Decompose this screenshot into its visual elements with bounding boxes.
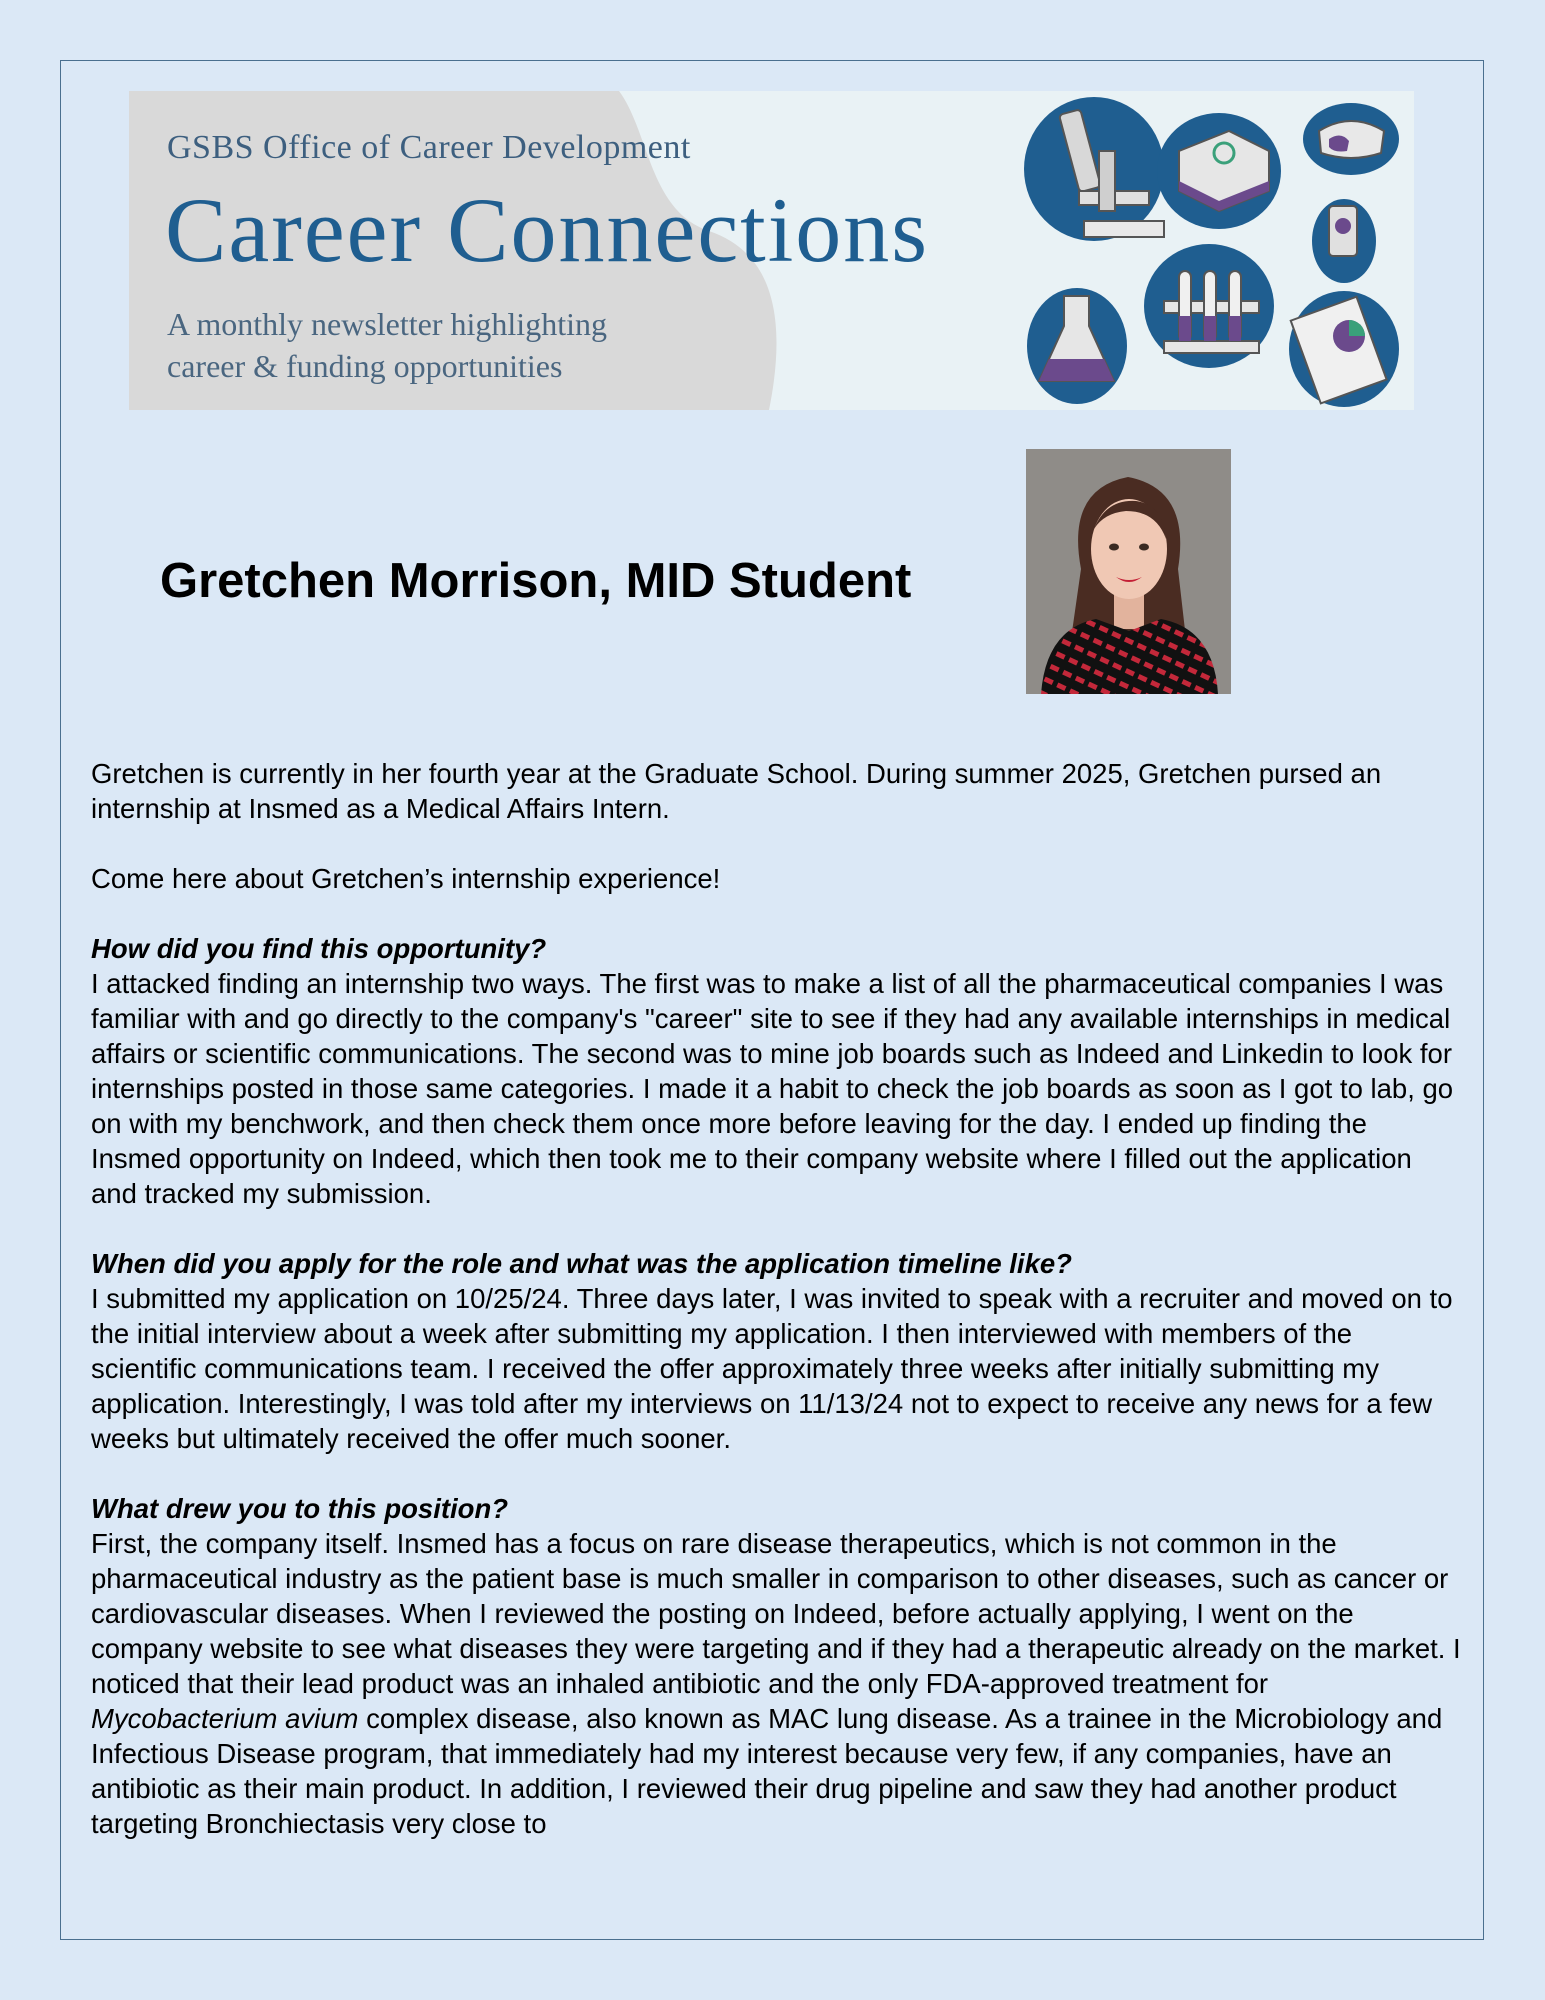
question-1: How did you find this opportunity? <box>91 933 547 964</box>
intro-paragraph: Gretchen is currently in her fourth year at the Graduate School. During summer 2025, Gretchen pursed an internship at Insmed as a Medical Affairs Intern. <box>91 758 1382 824</box>
banner-org: GSBS Office of Career Development <box>167 129 691 166</box>
answer-3 <box>91 1526 1461 1841</box>
banner-tagline-line1: A monthly newsletter highlighting <box>167 306 607 342</box>
answer-2: I submitted my application on 10/25/24. Three days later, I was invited to speak with a recruiter and moved on to the initial interview about a week after submitting my application. I then interviewed with members of the scientific communications team. I received the offer approximately three weeks after initially submitting my application. Interestingly, I was told after my interviews on 11/13/24 not to expect to receive any news for a few weeks but ultimately received the offer much sooner. <box>91 1283 1453 1454</box>
question-2: When did you apply for the role and what was the application timeline like? <box>91 1248 1072 1279</box>
goggles-icon <box>1303 103 1399 175</box>
article-body <box>91 756 1461 1841</box>
flask-icon <box>1027 288 1127 404</box>
banner-tagline-line2: career & funding opportunities <box>167 348 563 384</box>
answer-3-organism-name: Mycobacterium avium <box>91 1703 359 1734</box>
test-tube-rack-icon <box>1144 244 1274 368</box>
answer-3-part-2: complex disease, also known as MAC lung disease. As a trainee in the Microbiology and Infectious Disease program, that immediately had my interest because very few, if any companies, have an antibiotic as their main product. In addition, I reviewed their drug pipeline and saw they had another product targeting Bronchiectasis very close to <box>91 1703 1443 1839</box>
question-3: What drew you to this position? <box>91 1493 509 1524</box>
intro-callout: Come here about Gretchen’s internship experience! <box>91 863 721 894</box>
answer-3-part-1: First, the company itself. Insmed has a focus on rare disease therapeutics, which is not common in the pharmaceutical industry as the patient base is much smaller in comparison to other diseases, such as cancer or cardiovascular diseases. When I reviewed the posting on Indeed, before actually applying, I went on the company website to see what diseases they were targeting and if they had a therapeutic already on the market. I noticed that their lead product was an inhaled antibiotic and the only FDA-approved treatment for <box>91 1528 1461 1699</box>
banner-title: Career Connections <box>165 179 930 281</box>
banner-illustrations <box>129 91 1414 410</box>
lab-box-icon <box>1157 113 1281 229</box>
clipboard-chart-icon <box>1289 291 1399 407</box>
microscope-icon <box>1024 97 1164 241</box>
newsletter-banner <box>129 91 1414 410</box>
portrait-image <box>1026 449 1231 694</box>
profile-name: Gretchen Morrison, MID Student <box>160 554 912 608</box>
profile-photo <box>1026 449 1231 694</box>
answer-1: I attacked finding an internship two ways. The first was to make a list of all the pharmaceutical companies I was familiar with and go directly to the company's "career" site to see if they had any available internships in medical affairs or scientific communications. The second was to mine job boards such as Indeed and Linkedin to look for internships posted in those same categories. I made it a habit to check the job boards as soon as I got to lab, go on with my benchwork, and then check them once more before leaving for the day. I ended up finding the Insmed opportunity on Indeed, which then took me to their company website where I filled out the application and tracked my submission. <box>91 968 1454 1209</box>
hotplate-icon <box>1312 199 1376 283</box>
